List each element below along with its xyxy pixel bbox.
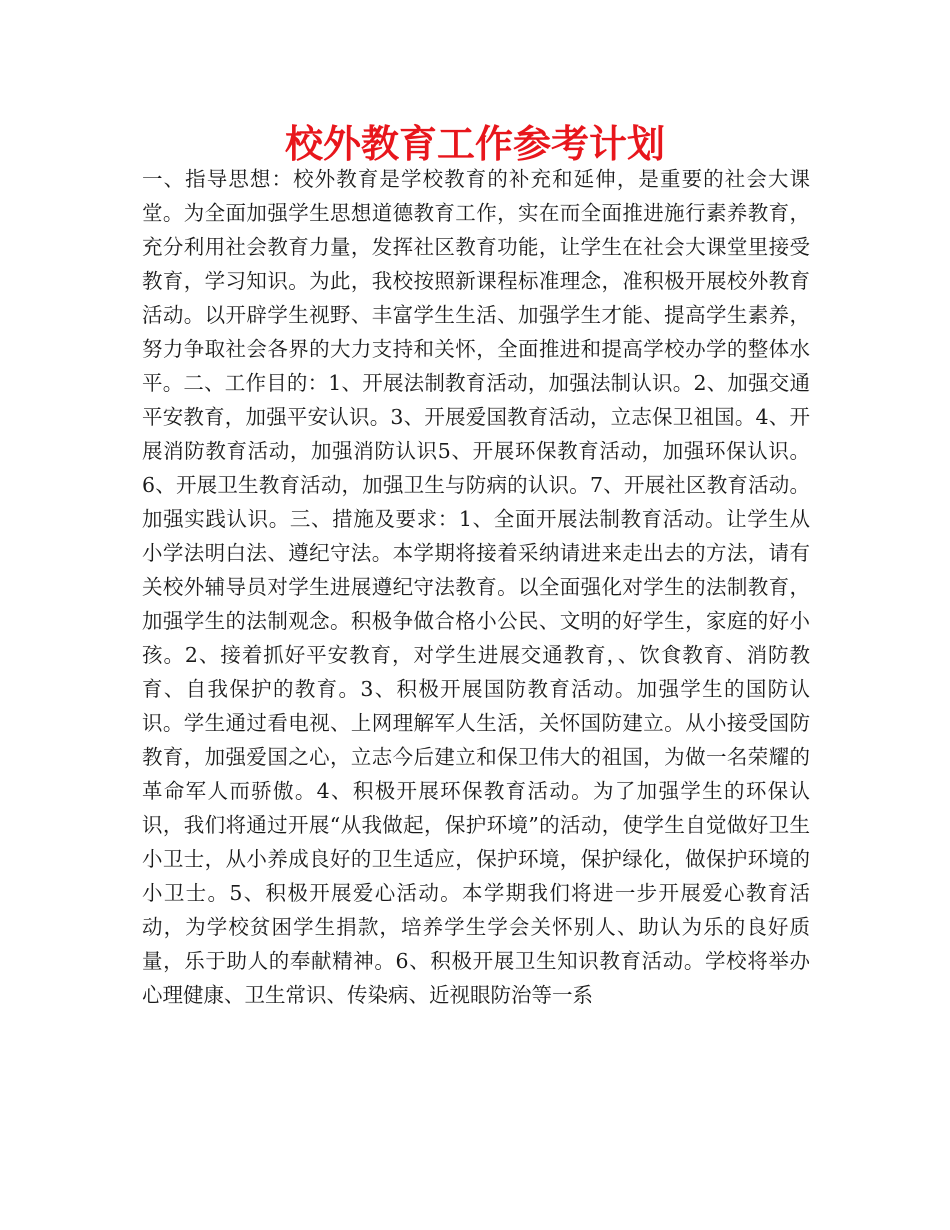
document-body: 一、指导思想：校外教育是学校教育的补充和延伸，是重要的社会大课堂。为全面加强学生思想道德教育工作，实在而全面推进施行素养教育，充分利用社会教育力量，发挥社区教育功能，让学生在社会大课堂里接受教育，学习知识。为此，我校按照新课程标准理念，准积极开展校外教育活动。以开辟学生视野、丰富学生生活、加强学生才能、提高学生素养，努力争取社会各界的大力支持和关怀，全面推进和提高学校办学的整体水平。二、工作目的：1、开展法制教育活动，加强法制认识。2、加强交通平安教育，加强平安认识。3、开展爱国教育活动，立志保卫祖国。4、开展消防教育活动，加强消防认识5、开展环保教育活动，加强环保认识。6、开展卫生教育活动，加强卫生与防病的认识。7、开展社区教育活动。加强实践认识。三、措施及要求：1、全面开展法制教育活动。让学生从小学法明白法、遵纪守法。本学期将接着采纳请进来走出去的方法，请有关校外辅导员对学生进展遵纪守法教育。以全面强化对学生的法制教育，加强学生的法制观念。积极争做合格小公民、文明的好学生，家庭的好小孩。2、接着抓好平安教育，对学生进展交通教育，、饮食教育、消防教育、自我保护的教育。3、积极开展国防教育活动。加强学生的国防认识。学生通过看电视、上网理解军人生活，关怀国防建立。从小接受国防教育，加强爱国之心，立志今后建立和保卫伟大的祖国，为做一名荣耀的革命军人而骄傲。4、积极开展环保教育活动。为了加强学生的环保认识，我们将通过开展“从我做起，保护环境”的活动，使学生自觉做好卫生小卫士，从小养成良好的卫生适应，保护环境，保护绿化，做保护环境的小卫士。5、积极开展爱心活动。本学期我们将进一步开展爱心教育活动，为学校贫困学生捐款，培养学生学会关怀别人、助认为乐的良好质量，乐于助人的奉献精神。6、积极开展卫生知识教育活动。学校将举办心理健康、卫生常识、传染病、近视眼防治等一系: [142, 167, 810, 1007]
document-title: 校外教育工作参考计划: [284, 122, 665, 166]
